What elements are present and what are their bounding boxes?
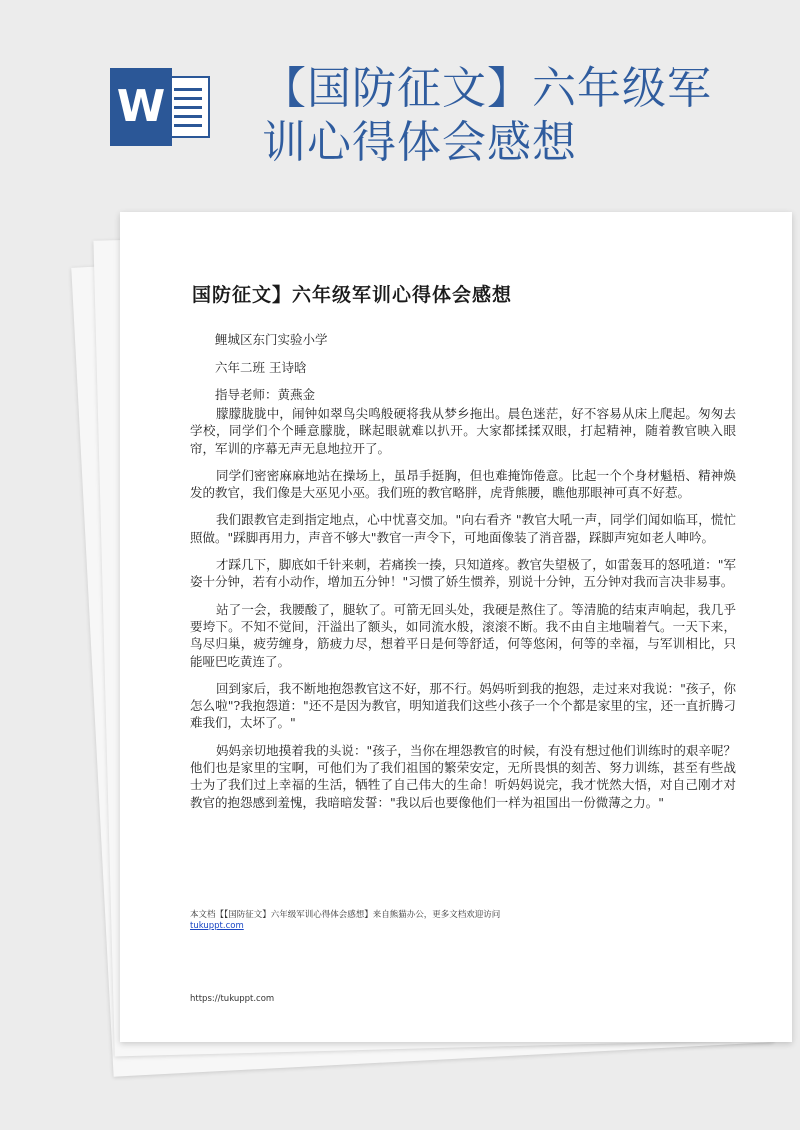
footer-site-link[interactable]: tukuppt.com <box>190 921 244 931</box>
paragraph: 朦朦胧胧中，闹钟如翠鸟尖鸣般硬将我从梦乡拖出。晨色迷茫，好不容易从床上爬起。匆匆去学校，同学们个个睡意朦胧，眯起眼就难以扒开。大家都揉揉双眼，打起精神，随着教官映入眼帘，军训的序幕无声无息地拉开了。 <box>190 406 736 456</box>
paragraph: 才踩几下，脚底如千针来刺，若痛挨一揍，只知道疼。教官失望极了，如雷轰耳的怒吼道："军姿十分钟，若有小动作，增加五分钟！"习惯了娇生惯养，别说十分钟，五分钟对我而言决非易事。 <box>190 557 736 590</box>
advisor-line: 指导老师：黄燕金 <box>215 387 316 402</box>
document-page <box>120 212 792 1042</box>
school-line: 鲤城区东门实验小学 <box>215 332 328 347</box>
page-title <box>262 62 782 170</box>
word-document-icon <box>110 68 214 146</box>
paragraph: 我们跟教官走到指定地点，心中忧喜交加。"向右看齐 "教官大吼一声，同学们闻如临耳，慌忙照做。"踩脚再用力，声音不够大"教官一声令下，可地面像装了消音器，踩脚声宛如老人呻吟。 <box>190 512 736 545</box>
word-badge: W <box>110 68 172 146</box>
footer-url: https://tukuppt.com <box>190 994 275 1004</box>
document-body <box>190 405 736 821</box>
footer-source-note: 本文档【【国防征文】六年级军训心得体会感想】来自熊猫办公，更多文档欢迎访问 <box>190 910 501 920</box>
document-title: 国防征文】六年级军训心得体会感想 <box>192 284 513 306</box>
author-line: 六年二班 王诗晗 <box>215 360 307 375</box>
page-title-line2: 训心得体会感想 <box>262 117 577 168</box>
paragraph: 妈妈亲切地摸着我的头说："孩子，当你在埋怨教官的时候，有没有想过他们训练时的艰辛呢？他们也是家里的宝啊，可他们为了我们祖国的繁荣安定，无所畏惧的刻苦、努力训练，甚至有些战士为了我们过上幸福的生活，牺牲了自己伟大的生命！听妈妈说完，我才恍然大悟，对自己刚才对教官的抱怨感到羞愧，我暗暗发誓："我以后也要像他们一样为祖国出一份微薄之力。" <box>190 742 736 810</box>
paragraph: 回到家后，我不断地抱怨教官这不好，那不行。妈妈听到我的抱怨，走过来对我说："孩子，你怎么啦"?我抱怨道："还不是因为教官，明知道我们这些小孩子一个个都是家里的宝，还一直折腾刁难我们，太坏了。" <box>190 680 736 731</box>
page-title-line1: 【国防征文】六年级军 <box>262 63 712 114</box>
paragraph: 站了一会，我腰酸了，腿软了。可箭无回头处，我硬是熬住了。等清脆的结束声响起，我几乎要垮下。不知不觉间，汗溢出了额头，如同流水般，滚滚不断。我不由自主地喘着气。一天下来，鸟尽归巢，疲劳缠身，筋疲力尽，想着平日是何等舒适，何等悠闲，何等的幸福，与军训相比，只能哑巴吃黄连了。 <box>190 601 736 669</box>
paragraph: 同学们密密麻麻地站在操场上，虽昂手挺胸，但也难掩饰倦意。比起一个个身材魁梧、精神焕发的教官，我们像是大巫见小巫。我们班的教官略胖，虎背熊腰，瞧他那眼神可真不好惹。 <box>190 467 736 501</box>
